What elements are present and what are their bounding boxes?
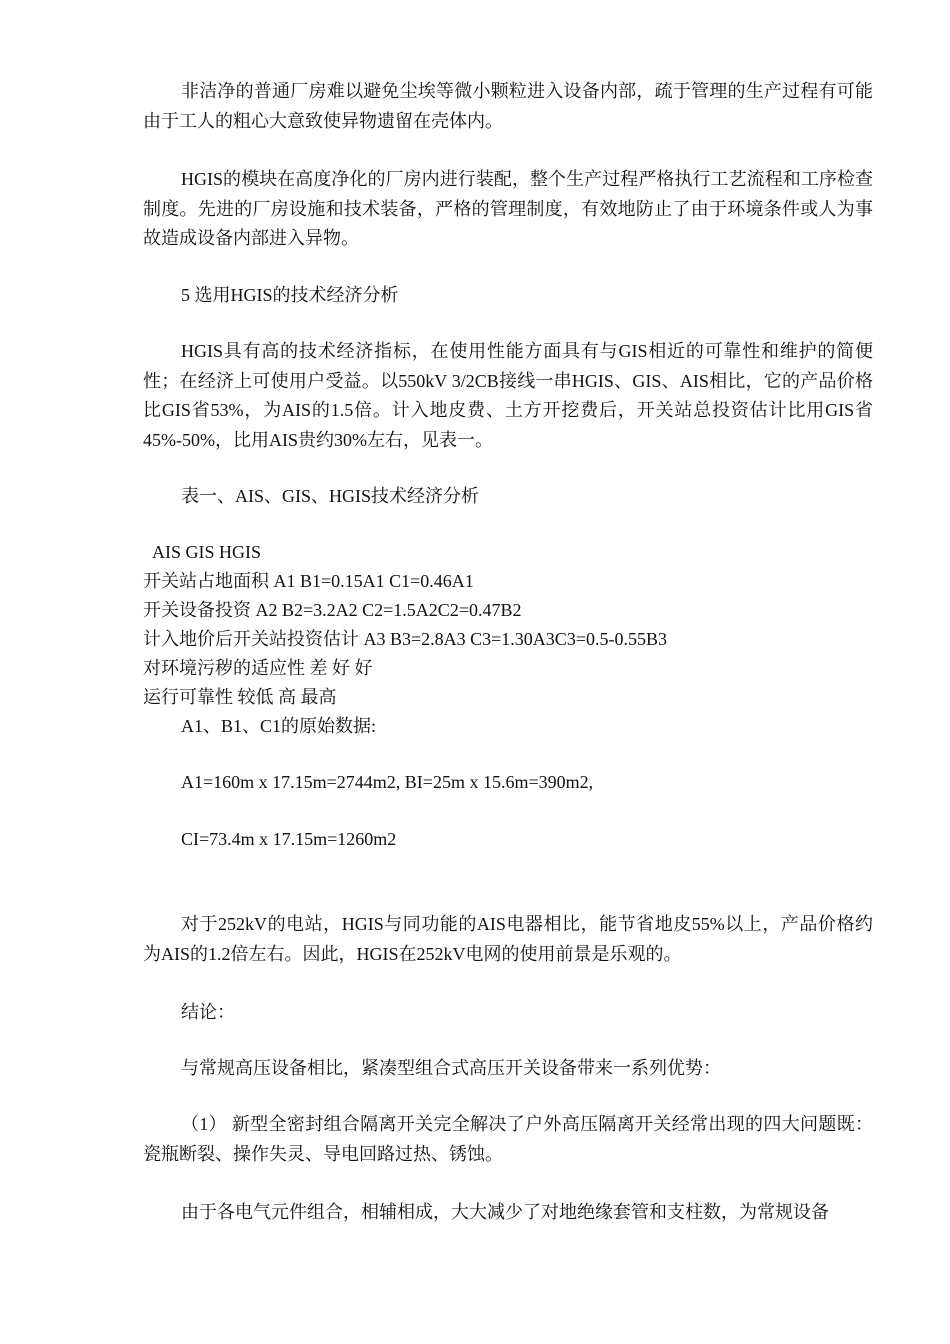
paragraph-hgis-assembly: HGIS的模块在高度净化的厂房内进行装配，整个生产过程严格执行工艺流程和工序检查制度。先进的厂房设施和技术装备，严格的管理制度，有效地防止了由于环境条件或人为事故造成设备内部进入异物。 [143, 169, 873, 248]
paragraph-advantage-1: （1） 新型全密封组合隔离开关完全解决了户外高压隔离开关经常出现的四大问题既：瓷瓶断裂、操作失灵、导电回路过热、锈蚀。 [143, 1114, 873, 1164]
table-header-row: AIS GIS HGIS [152, 542, 262, 562]
paragraph-advantages-intro: 与常规高压设备相比，紧凑型组合式高压开关设备带来一系列优势： [181, 1058, 721, 1078]
raw-data-line-1: A1=160m x 17.15m=2744m2, BI=25m x 15.6m=390m2, [181, 772, 594, 792]
paragraph-economic-indicators: HGIS具有高的技术经济指标，在使用性能方面具有与GIS相近的可靠性和维护的简便性；在经济上可使用户受益。以550kV 3/2CB接线一串HGIS、GIS、AIS相比，它的产品价格比GIS省53%，为AIS的1.5倍。计入地皮费、土方开挖费后，开关站总投资估计比用GIS省45%-50%，比用AIS贵约30%左右，见表一。 [143, 341, 873, 450]
table-row-reliability: 运行可靠性 较低 高 最高 [143, 687, 337, 707]
paragraph-clean-room-problem: 非洁净的普通厂房难以避免尘埃等微小颗粒进入设备内部，疏于管理的生产过程有可能由于工人的粗心大意致使异物遗留在壳体内。 [143, 81, 873, 131]
table-row-land-area: 开关站占地面积 A1 B1=0.15A1 C1=0.46A1 [143, 571, 474, 591]
section-heading-5: 5 选用HGIS的技术经济分析 [181, 285, 399, 305]
paragraph-components-combined: 由于各电气元件组合，相辅相成，大大减少了对地绝缘套管和支柱数，为常规设备 [181, 1202, 829, 1222]
conclusion-label: 结论： [181, 1002, 235, 1022]
table-row-equipment-investment: 开关设备投资 A2 B2=3.2A2 C2=1.5A2C2=0.47B2 [143, 600, 522, 620]
paragraph-252kv: 对于252kV的电站，HGIS与同功能的AIS电器相比，能节省地皮55%以上，产品价格约为AIS的1.2倍左右。因此，HGIS在252kV电网的使用前景是乐观的。 [143, 914, 873, 964]
table-row-pollution-adaptability: 对环境污秽的适应性 差 好 好 [143, 658, 373, 678]
raw-data-line-2: CI=73.4m x 17.15m=1260m2 [181, 829, 397, 849]
table-row-station-investment: 计入地价后开关站投资估计 A3 B3=2.8A3 C3=1.30A3C3=0.5-0.55B3 [143, 629, 667, 649]
raw-data-label: A1、B1、C1的原始数据: [181, 716, 377, 736]
table-title: 表一、AIS、GIS、HGIS技术经济分析 [181, 486, 480, 506]
